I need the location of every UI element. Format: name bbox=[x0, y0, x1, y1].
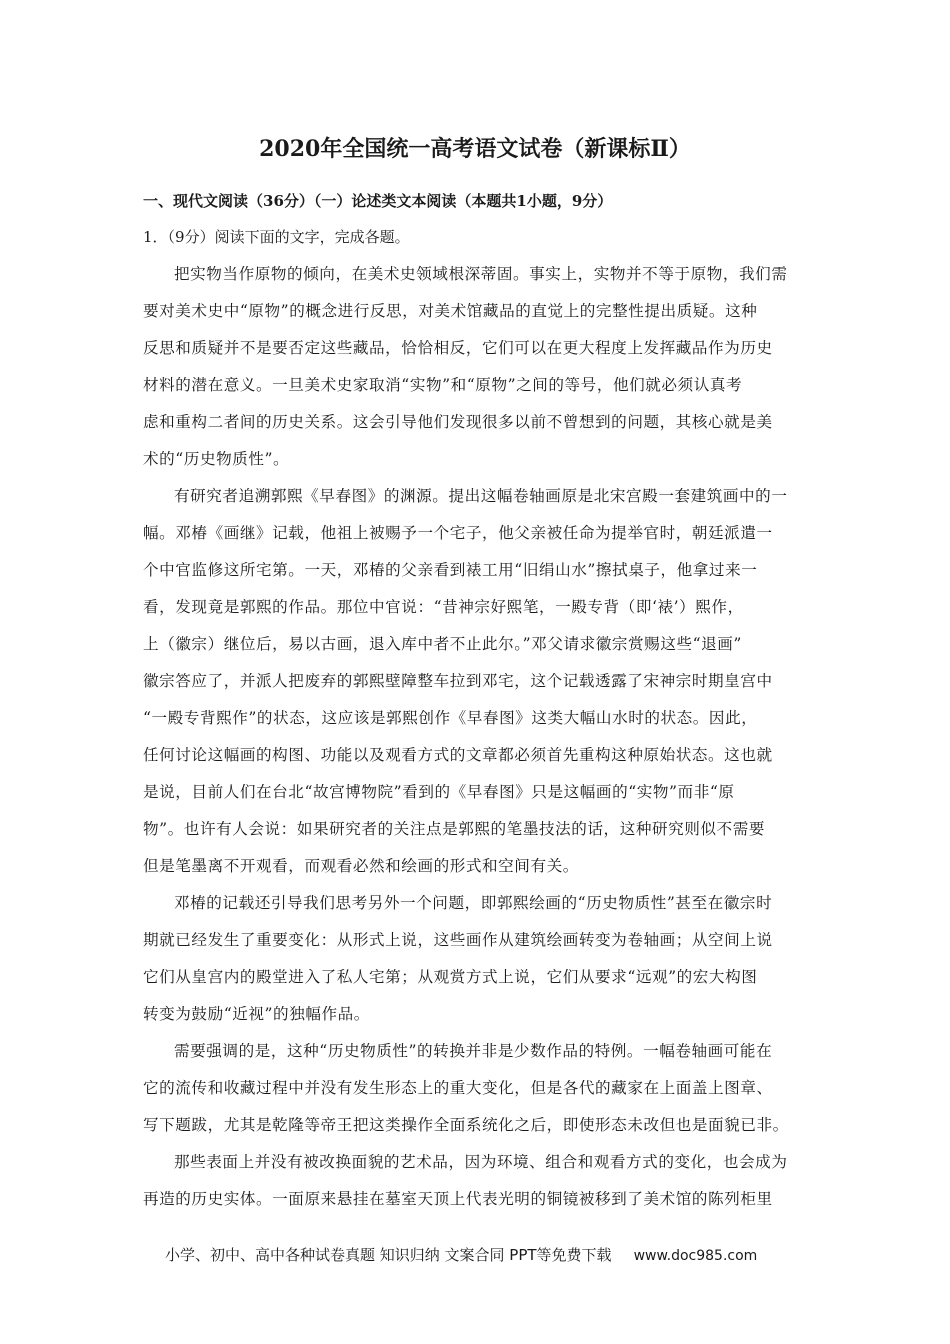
text-line: 再造的历史实体。一面原来悬挂在墓室天顶上代表光明的铜镜被移到了美术馆的陈列柜里 bbox=[143, 1190, 773, 1208]
text-line: 术的“历史物质性”。 bbox=[143, 450, 290, 468]
question-prompt: 1．（9分）阅读下面的文字，完成各题。 bbox=[143, 228, 410, 246]
text-line: 反思和质疑并不是要否定这些藏品，恰恰相反，它们可以在更大程度上发挥藏品作为历史 bbox=[143, 339, 773, 357]
text-line: 邓椿的记载还引导我们思考另外一个问题，即郭熙绘画的“历史物质性”甚至在徽宗时 bbox=[174, 894, 773, 912]
footer-url[interactable]: www.doc985.com bbox=[633, 1248, 758, 1264]
text-line: 有研究者追溯郭熙《早春图》的渊源。提出这幅卷轴画原是北宋宫殿一套建筑画中的一 bbox=[174, 487, 788, 505]
text-line: 把实物当作原物的倾向，在美术史领域根深蒂固。事实上，实物并不等于原物，我们需 bbox=[174, 265, 788, 283]
text-line: 虑和重构二者间的历史关系。这会引导他们发现很多以前不曾想到的问题，其核心就是美 bbox=[143, 413, 773, 431]
text-line: “一殿专背熙作”的状态，这应该是郭熙创作《早春图》这类大幅山水时的状态。因此， bbox=[143, 709, 758, 727]
section-heading: 一、现代文阅读（36分）（一）论述类文本阅读（本题共1小题，9分） bbox=[143, 192, 613, 210]
text-line: 幅。邓椿《画继》记载，他祖上被赐予一个宅子，他父亲被任命为提举官时，朝廷派遣一 bbox=[143, 524, 773, 542]
footer-text: 小学、初中、高中各种试卷真题 知识归纳 文案合同 PPT等免费下载 bbox=[165, 1246, 612, 1264]
text-line: 那些表面上并没有被改换面貌的艺术品，因为环境、组合和观看方式的变化，也会成为 bbox=[174, 1153, 788, 1171]
text-line: 转变为鼓励“近视”的独幅作品。 bbox=[143, 1005, 370, 1023]
text-line: 期就已经发生了重要变化：从形式上说，这些画作从建筑绘画转变为卷轴画；从空间上说 bbox=[143, 931, 773, 949]
text-line: 要对美术史中“原物”的概念进行反思，对美术馆藏品的直觉上的完整性提出质疑。这种 bbox=[143, 302, 758, 320]
page-title: 2020年全国统一高考语文试卷（新课标Ⅱ） bbox=[259, 136, 691, 162]
text-line: 看，发现竟是郭熙的作品。那位中官说：“昔神宗好熙笔，一殿专背（即‘裱’）熙作， bbox=[143, 598, 744, 616]
text-line: 它的流传和收藏过程中并没有发生形态上的重大变化，但是各代的藏家在上面盖上图章、 bbox=[143, 1079, 773, 1097]
text-line: 写下题跋，尤其是乾隆等帝王把这类操作全面系统化之后，即使形态未改但也是面貌已非。 bbox=[143, 1116, 789, 1134]
text-line: 任何讨论这幅画的构图、功能以及观看方式的文章都必须首先重构这种原始状态。这也就 bbox=[143, 746, 773, 764]
text-line: 物”。也许有人会说：如果研究者的关注点是郭熙的笔墨技法的话，这种研究则似不需要 bbox=[143, 820, 765, 838]
text-line: 个中官监修这所宅第。一天，邓椿的父亲看到裱工用“旧绢山水”擦拭桌子，他拿过来一 bbox=[143, 561, 758, 579]
footer-banner bbox=[165, 1244, 757, 1267]
text-line: 徽宗答应了，并派人把废弃的郭熙壁障整车拉到邓宅，这个记载透露了宋神宗时期皇宫中 bbox=[143, 672, 773, 690]
text-line: 是说，目前人们在台北“故宫博物院”看到的《早春图》只是这幅画的“实物”而非“原 bbox=[143, 783, 735, 801]
text-line: 材料的潜在意义。一旦美术史家取消“实物”和“原物”之间的等号，他们就必须认真考 bbox=[143, 376, 743, 394]
text-line: 它们从皇宫内的殿堂进入了私人宅第；从观赏方式上说，它们从要求“远观”的宏大构图 bbox=[143, 968, 758, 986]
text-line: 上（徽宗）继位后，易以古画，退入库中者不止此尔。”邓父请求徽宗赏赐这些“退画” bbox=[143, 635, 742, 653]
text-line: 需要强调的是，这种“历史物质性”的转换并非是少数作品的特例。一幅卷轴画可能在 bbox=[174, 1042, 773, 1060]
text-line: 但是笔墨离不开观看，而观看必然和绘画的形式和空间有关。 bbox=[143, 857, 579, 875]
